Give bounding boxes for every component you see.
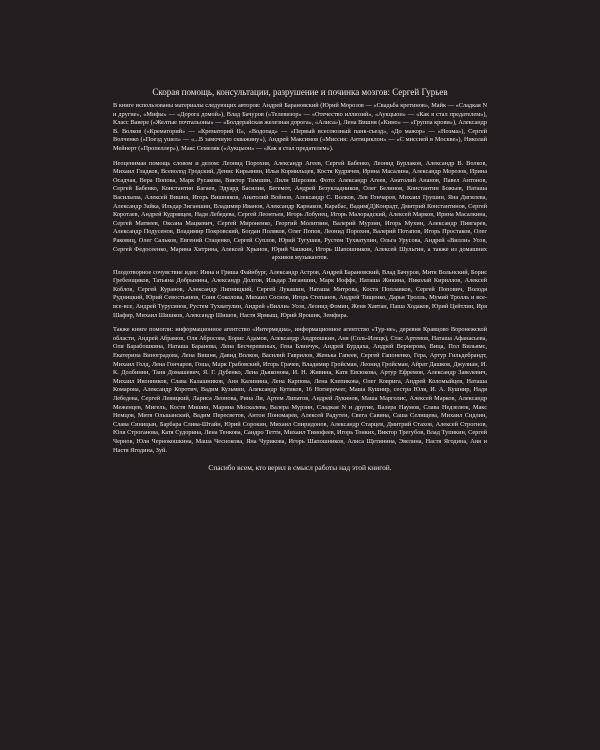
page-heading: Скорая помощь, консультации, разрушение и починка мозгов: Сергей Гурьев: [152, 87, 448, 97]
credits-paragraph-authors: В книге использованы материалы следующих авторов: Андрей Барановский (Юрий Морозов — «Свадьба кретинов», Майк — «Сладкая N и другие», «Мифы» — «Дорога домой»), Влад Бачуров («Телевизор» — «Отечество иллюзий», «Аукцыон» — «Как я стал предателем»), Класс Вавере («Желтые почтальоны» — «Болдерайская железная дорога», «Алиса»), Лена Вишня («Кино» — «Группа крови»), Александр В. Волков («Крематорий» — «Крематорий II», «Водопад» — «Первый всесоюзный панк-съезд», «До мажор» — «Ноэма»), Сергей Волченко («Поезд ушел» — «...В замочную скважину»), Андрей Максимов («Миссия: Антициклон» — «С миссией в Москве»), Николай Мейнерт («Пропеллер»), Макс Семеляк («Аукцыон» — «Как я стал предателем»).: [113, 102, 487, 152]
credits-paragraph-sympathy: Плодотворное сочувствие идее: Инна и Гриша Файнбург, Александр Астров, Андрей Барановский, Влад Бачуров, Митя Вольнский, Борис Гребенщиков, Татьяна Добрынина, Александр Долгов, Ильдар Зиганшин, Марк Иоффе, Наташа Жикина, Николай Кириллов, Алексей Коблов, Сергей Куранов, Александр Липницкий, Сергей Лукашин, Наташа Митрова, Костя Поплавков, Сергей Попович, Володя Рудницкий, Юрий Севостьянов, Соня Соколова, Михаил Соснов, Игорь Степанов, Андрей Тищенко, Дарья Тролль, Мумий Тролль и все-все-все, Андрей Турусинов, Рустем Тухватулин, Андрей «Вилли» Усов, Леонид Фомин, Женя Хавтан, Паша Ходаков, Юрий Цейтлин, Иря Шафир, Михаил Шишков, Александр Шишов, Настя Ярмыш, Юрий Ярошик, Земфира.: [113, 268, 487, 319]
credits-block: [113, 86, 487, 473]
credits-paragraph-help: Неоценимая помощь словом и делом: Леонид Порохня, Александр Агеев, Сергей Бабенко, Леонид Бурлаков, Александр В. Волков, Михаил Гладков, Всеволод Гродский, Денис Кирьянин, Илья Кормильцев, Костя Кудрячев, Ирина Масалина, Александр Морозов, Ирина Осадчая, Вера Попова, Марк Русакова, Виктор Тимшин, Лили Шерозия. Фото: Александр Агеев, Анатолий Ананов, Павел Антонов, Сергей Бабенко, Константин Багаев, Эдуард Басилия, Бегемот, Андрей Безукладников, Олег Белинов, Константин Божьев, Наташа Васильева, Алексей Вишня, Игорь Вишняков, Анатолий Войнов, Александр С. Волков, Лев Гончаров, Михаил Грушин, Яна Дягилева, Александр Зайка, Ильдар Зиганшин, Владимир Иванов, Александр Карнаков, Карабас, Вадим(Д)Конрадт, Дмитрий Константинов, Сергей Коротаев, Андрей Кудрявцев, Надя Лебедева, Сергей Леонтьев, Игорь Лобунец, Игорь Малорадский, Алексей Марков, Ирина Масалкина, Сергей Матвеев, Оксана Мацкевич, Сергей Мироненко, Георгий Молитвин, Валерий Мурзин, Игорь Мухин, Александр Пивгарев, Александр Подусенов, Владимир Покровский, Богдан Поляков, Олег Попов, Леонид Порохня, Валерий Потапов, Игорь Простаков, Олег Раковиц, Олег Сальков, Евгений Стаценко, Сергей Суплов, Юрий Тугушев, Рустем Тухватулин, Ольга Урусова, Андрей «Вилли» Усов, Сергей Федосеенко, Марина Хитрина, Алексей Хрынов, Юрий Чашкин, Игорь Шапошников, Алексей Шульгин, а также из домашних архивов музыкантов.: [113, 159, 487, 262]
credits-paragraph-also-helped: Также книге помогли: информационное агентство «Интермедиа», информационное агентство «Тур-не», деревня Кравцово Воронежской области, Андрей Абрамов, Оля Абросова, Борис Адамов, Александр Андрюшкин, Аня (Соль-Илецк), Стас Артемов, Наташа Афанасьева, Оля Барабошкина, Наташа Баранова, Лена Бесчеревиных, Гена Блинчук, Андрей Бурдаха, Андрей Вернерова, Вица, Пол Вильямс, Екатерина Виноградова, Лена Вишня, Давид Волков, Василий Гаврилов, Женька Гапеев, Сергей Гапоненко, Гера, Артур Гильдебрандт, Михаил Голд, Лена Гончаров, Гоша, Марк Грабовский, Игорь Грачев, Владимир Гройсман, Леонид Гройсман, Айрат Дашков, Джулиан, И. К. Долбинин, Таня Домашевич, Я. Г. Дубенко, Лена Дьяконова, И. Н. Живина, Катя Евсюкова, Артур Ефремов, Александр Завелевич, Михаил Иконников, Слава Калашников, Аня Калинина, Лена Карпова, Лена Клепикова, Олег Коврига, Андрей Коломыйцев, Наташа Комарова, Александр Коротич, Вадим Кузьмин, Александр Кутиков, 16 Horsepower, Маша Кушнир, сестра Юля, И. А. Кушнир, Надя Лебедева, Сергей Левицкий, Лариса Леонова, Рина Ли, Артем Липатов, Андрей Лукинов, Маша Марголис, Алексей Марков, Александр Меженцев, Мигель, Костя Мишин, Марина Москалева, Валера Мурзин, Сладкая N и другие, Валера Наумов, Слава Недзелюк, Макс Немцов, Митя Ольшанский, Вадим Пересветов, Антон Пономарев, Алексей Радутен, Света Савина, Саша Селищева, Михаил Сидлин, Слава Синицын, Барбара Слива-Штайн, Юрий Сорокин, Михаил Спиридонов, Александр Старцев, Дмитрий Стахов, Алексей Строгнов, Юля Строганова, Катя Судорина, Лена Тенкова, Сандро Тетти, Михаил Тимофеев, Игорь Тонких, Виктор Трегубов, Влад Тупикин, Сергей Чернов, Юля Чернокошкина, Маша Чеснокова, Яна Чурикова, Игорь Шапошников, Алиса Щетинина, Эвелина, Настя Ягодина, Аня и Настя Ягодина, Зуй.: [113, 326, 487, 454]
closing-line: Спасибо всем, кто верил в смысл работы над этой книгой.: [208, 463, 392, 473]
